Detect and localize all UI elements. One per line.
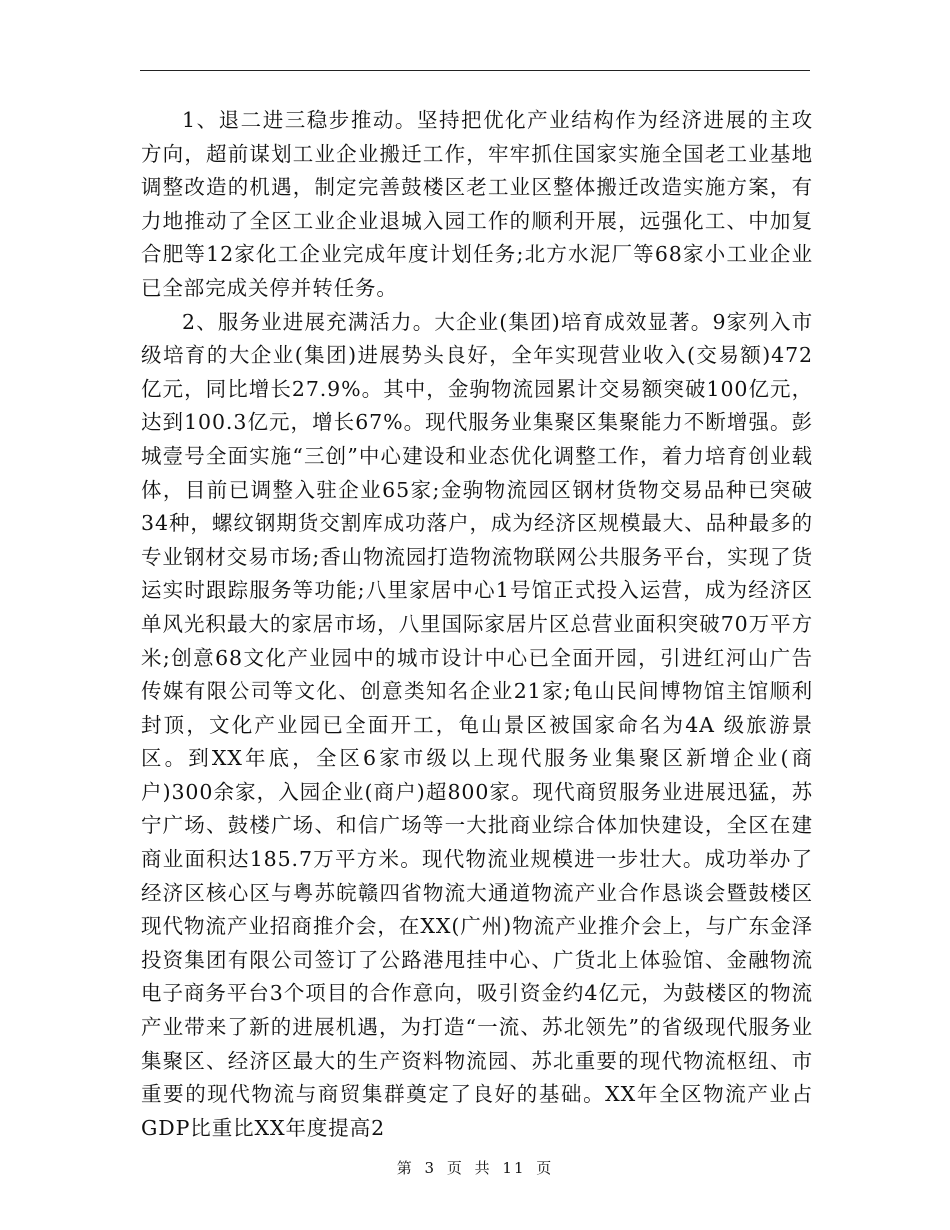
paragraph-2: 2、服务业进展充满活力。大企业(集团)培育成效显著。9家列入市级培育的大企业(集团)进展势头良好，全年实现营业收入(交易额)472亿元，同比增长27.9%。其中，金驹物流园累计交易额突破100亿元，达到100.3亿元，增长67%。现代服务业集聚区集聚能力不断增强。彭城壹号全面实施“三创”中心建设和业态优化调整工作，着力培育创业载体，目前已调整入驻企业65家;金驹物流园区钢材货物交易品种已突破34种，螺纹钢期货交割库成功落户，成为经济区规模最大、品种最多的专业钢材交易市场;香山物流园打造物流物联网公共服务平台，实现了货运实时跟踪服务等功能;八里家居中心1号馆正式投入运营，成为经济区单风光积最大的家居市场，八里国际家居片区总营业面积突破70万平方米;创意68文化产业园中的城市设计中心已全面开园，引进红河山广告传媒有限公司等文化、创意类知名企业21家;龟山民间博物馆主馆顺利封顶，文化产业园已全面开工，龟山景区被国家命名为4A 级旅游景区。到XX年底，全区6家市级以上现代服务业集聚区新增企业(商户)300余家，入园企业(商户)超800家。现代商贸服务业进展迅猛，苏宁广场、鼓楼广场、和信广场等一大批商业综合体加快建设，全区在建商业面积达185.7万平方米。现代物流业规模进一步壮大。成功举办了经济区核心区与粤苏皖赣四省物流大通道物流产业合作恳谈会暨鼓楼区现代物流产业招商推介会，在XX(广州)物流产业推介会上，与广东金泽投资集团有限公司签订了公路港甩挂中心、广货北上体验馆、金融物流电子商务平台3个项目的合作意向，吸引资金约4亿元，为鼓楼区的物流产业带来了新的进展机遇，为打造“一流、苏北领先”的省级现代服务业集聚区、经济区最大的生产资料物流园、苏北重要的现代物流枢纽、市重要的现代物流与商贸集群奠定了良好的基础。XX年全区物流产业占GDP比重比XX年度提高2 [141,309,813,1140]
footer-total-word: 共 [474,1159,492,1177]
footer-suffix: 页 [536,1159,554,1177]
footer-current-page: 3 [424,1159,437,1177]
header-rule [140,70,810,71]
page-footer [0,1157,950,1178]
body-text [141,104,813,1145]
footer-page-word: 页 [446,1159,464,1177]
paragraph-1: 1、退二进三稳步推动。坚持把优化产业结构作为经济进展的主攻方向，超前谋划工业企业搬迁工作，牢牢抓住国家实施全国老工业基地调整改造的机遇，制定完善鼓楼区老工业区整体搬迁改造实施方案，有力地推动了全区工业企业退城入园工作的顺利开展，远强化工、中加复合肥等12家化工企业完成年度计划任务;北方水泥厂等68家小工业企业已全部完成关停并转任务。 [141,108,813,300]
footer-total-pages: 11 [502,1159,526,1177]
footer-prefix: 第 [396,1159,414,1177]
